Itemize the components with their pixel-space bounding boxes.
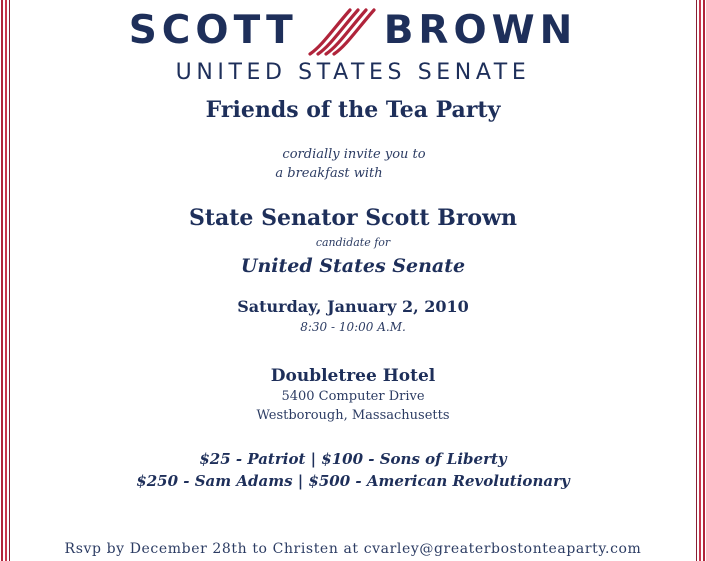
speaker-name: State Senator Scott Brown bbox=[188, 205, 518, 231]
swoosh-stripes-icon bbox=[304, 6, 380, 56]
campaign-logo bbox=[0, 6, 706, 85]
donation-tiers-line-1: $25 - Patriot | $100 - Sons of Liberty bbox=[199, 450, 507, 468]
logo-first-name: SCOTT bbox=[128, 8, 298, 53]
host-organization: Friends of the Tea Party bbox=[205, 97, 501, 123]
invite-line-2: a breakfast with bbox=[275, 166, 383, 181]
candidate-for-label: candidate for bbox=[315, 236, 391, 249]
event-time: 8:30 - 10:00 A.M. bbox=[300, 320, 406, 334]
office-title: United States Senate bbox=[240, 255, 466, 277]
logo-subtitle: UNITED STATES SENATE bbox=[175, 60, 531, 85]
event-date: Saturday, January 2, 2010 bbox=[237, 297, 469, 316]
venue-address-line-2: Westborough, Massachusetts bbox=[256, 408, 450, 423]
invitation-phrase bbox=[0, 145, 706, 183]
donation-tiers-line-2: $250 - Sam Adams | $500 - American Revolutionary bbox=[136, 472, 570, 490]
rsvp-line: Rsvp by December 28th to Christen at cvarley@greaterbostonteaparty.com bbox=[64, 541, 642, 557]
venue-address-line-1: 5400 Computer Drive bbox=[281, 389, 425, 404]
logo-last-name: BROWN bbox=[383, 8, 578, 53]
invite-line-1: cordially invite you to bbox=[282, 147, 426, 162]
venue-name: Doubletree Hotel bbox=[270, 366, 436, 386]
